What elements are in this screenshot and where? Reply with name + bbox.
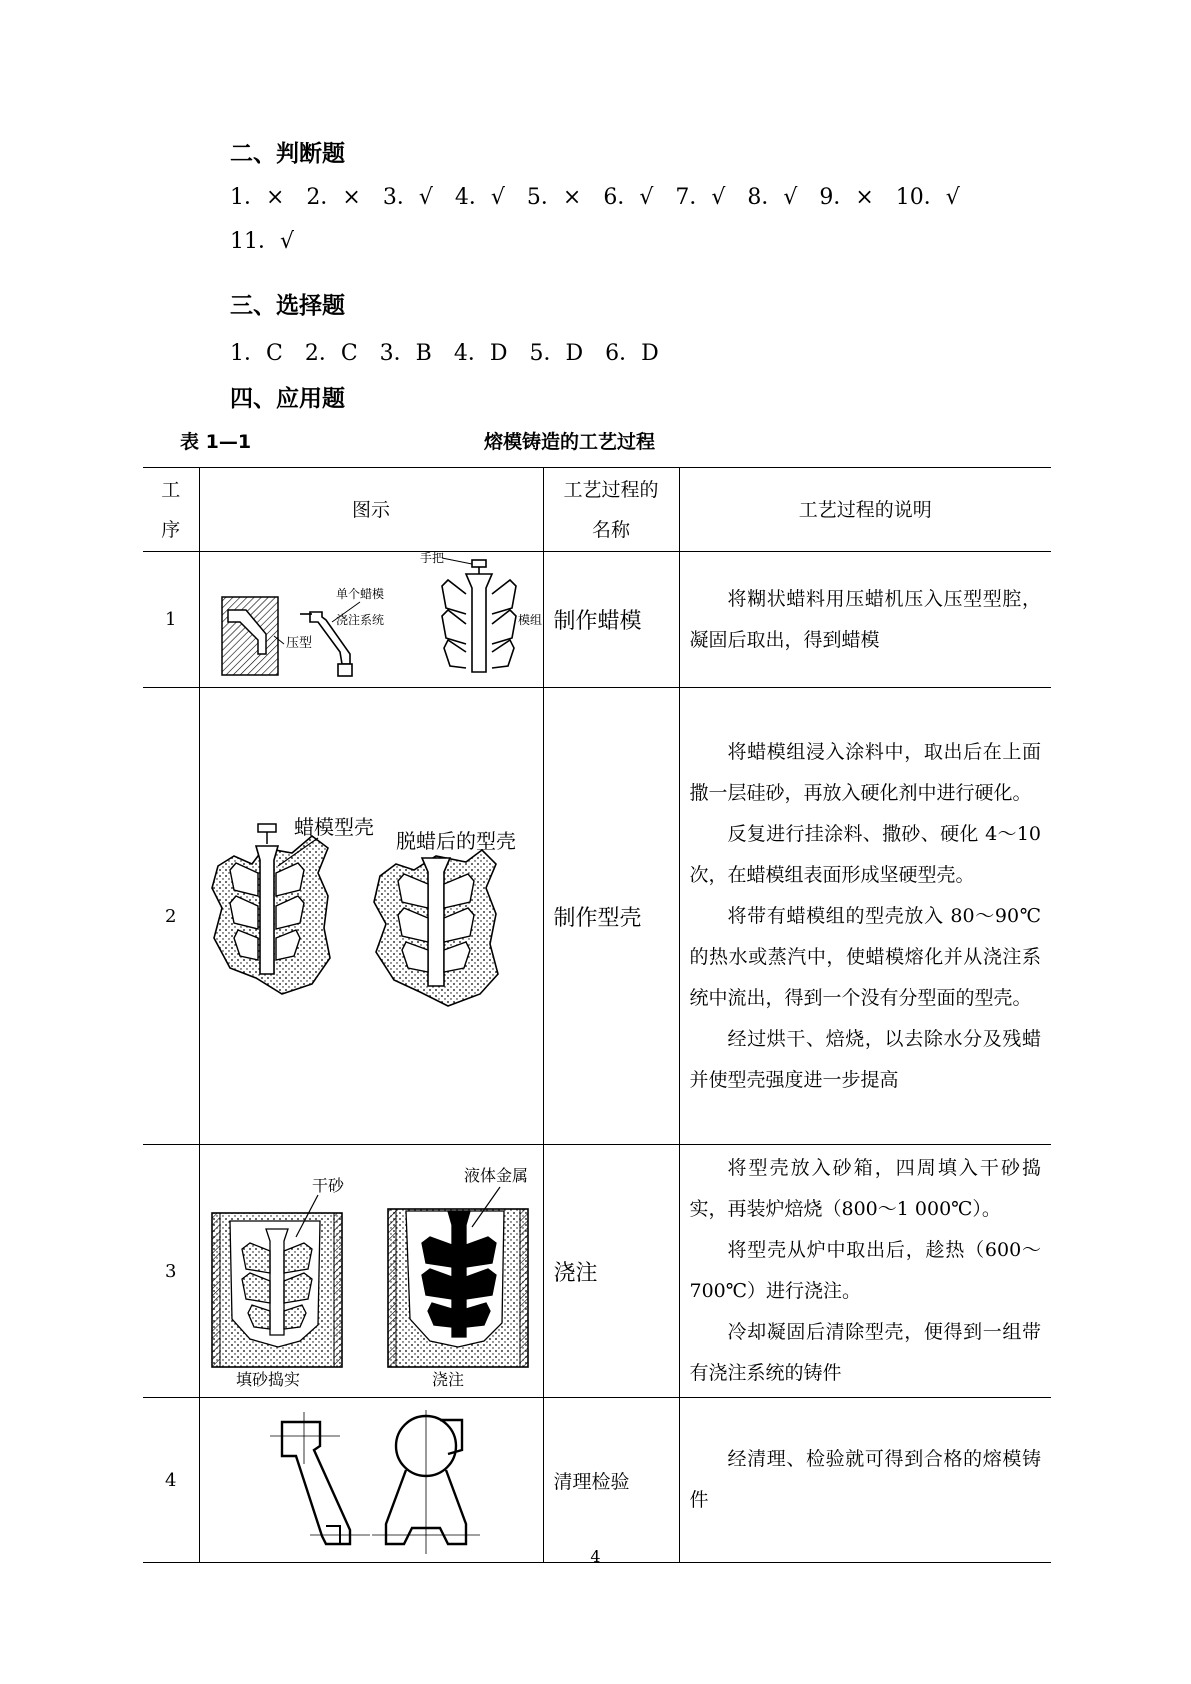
label-pour: 浇注 (431, 1370, 464, 1389)
row-4-desc (679, 1398, 1051, 1563)
row-4-name: 清理检验 (543, 1398, 679, 1563)
casting-lever-drawing (270, 1412, 370, 1544)
table-row (143, 552, 1051, 688)
header-desc: 工艺过程的说明 (679, 468, 1051, 552)
section-title-choice: 三、选择题 (230, 293, 345, 319)
casting-diagram (200, 1398, 544, 1558)
label-dry-sand: 干砂 (311, 1176, 344, 1195)
pour-drawing (388, 1209, 528, 1367)
row-1-desc (679, 552, 1051, 688)
die-drawing (222, 597, 278, 675)
judge-answers-line-1: 1．× 2．× 3．√ 4．√ 5．× 6．√ 7．√ 8．√ 9．× 10．√ (230, 185, 960, 210)
header-step-b: 序 (161, 518, 181, 541)
shell-diagram (200, 688, 544, 1140)
label-group: 模组 (517, 613, 542, 627)
label-handle: 手把 (419, 552, 444, 565)
label-gating: 浇注系统 (335, 613, 384, 627)
header-name (543, 468, 679, 552)
judge-answers-line-2: 11．√ (230, 229, 295, 254)
table-header-row (143, 468, 1051, 552)
row-2-desc-p4: 经过烘干、焙烧，以去除水分及残蜡并使型壳强度进一步提高 (689, 1027, 1041, 1091)
table-row (143, 1398, 1051, 1563)
wax-pattern-diagram (200, 552, 544, 683)
label-wax-shell: 蜡模型壳 (293, 815, 374, 839)
label-die: 压型 (285, 636, 312, 651)
casting-fork-drawing (372, 1410, 480, 1554)
row-3-figure (199, 1145, 543, 1398)
header-step-a: 工 (161, 478, 181, 501)
row-3-desc-p3: 冷却凝固后清除型壳，便得到一组带有浇注系统的铸件 (689, 1321, 1041, 1384)
section-title-judge: 二、判断题 (230, 141, 345, 167)
pattern-cluster-drawing (442, 560, 516, 672)
label-liquid-metal: 液体金属 (463, 1166, 528, 1185)
pouring-diagram (200, 1145, 544, 1393)
header-step (143, 468, 199, 552)
label-single: 单个蜡模 (335, 587, 384, 601)
table-title: 熔模铸造的工艺过程 (484, 431, 656, 453)
wax-shell-drawing (212, 824, 330, 994)
row-2-no: 2 (143, 688, 199, 1145)
row-2-desc (679, 688, 1051, 1145)
sand-fill-drawing (212, 1213, 342, 1367)
row-3-name: 浇注 (543, 1145, 679, 1398)
row-3-desc-p2: 将型壳从炉中取出后，趁热（600～700℃）进行浇注。 (689, 1239, 1041, 1302)
table-row (143, 1145, 1051, 1398)
choice-answers-line-1: 1．C 2．C 3．B 4．D 5．D 6．D (230, 341, 659, 366)
row-1-desc-p1: 将糊状蜡料用压蜡机压入压型型腔，凝固后取出，得到蜡模 (689, 587, 1041, 651)
row-3-no: 3 (143, 1145, 199, 1398)
process-table (143, 467, 1051, 1563)
row-1-no: 1 (143, 552, 199, 688)
row-2-figure (199, 688, 543, 1145)
table-label: 表 1—1 (180, 431, 252, 453)
row-3-desc (679, 1145, 1051, 1398)
row-2-name: 制作型壳 (543, 688, 679, 1145)
header-name-a: 工艺过程的 (563, 478, 659, 501)
header-figure: 图示 (199, 468, 543, 552)
row-4-no: 4 (143, 1398, 199, 1563)
section-title-apply: 四、应用题 (230, 386, 345, 412)
row-1-figure (199, 552, 543, 688)
dewaxed-shell-drawing (374, 850, 498, 1006)
row-4-desc-p1: 经清理、检验就可得到合格的熔模铸件 (689, 1448, 1041, 1511)
page-number: 4 (590, 1547, 601, 1566)
header-name-b: 名称 (591, 518, 630, 541)
row-3-desc-p1: 将型壳放入砂箱，四周填入干砂捣实，再装炉焙烧（800～1 000℃）。 (689, 1157, 1041, 1220)
row-1-name: 制作蜡模 (543, 552, 679, 688)
row-4-figure (199, 1398, 543, 1563)
row-2-desc-p3: 将带有蜡模组的型壳放入 80～90℃的热水或蒸汽中，使蜡模熔化并从浇注系统中流出，得到一个没有分型面的型壳。 (689, 904, 1041, 1009)
label-fill-sand: 填砂捣实 (235, 1370, 300, 1389)
row-2-desc-p2: 反复进行挂涂料、撒砂、硬化 4～10 次，在蜡模组表面形成坚硬型壳。 (689, 822, 1041, 886)
label-dewaxed-shell: 脱蜡后的型壳 (395, 829, 516, 853)
row-2-desc-p1: 将蜡模组浸入涂料中，取出后在上面撒一层硅砂，再放入硬化剂中进行硬化。 (689, 740, 1041, 804)
table-row (143, 688, 1051, 1145)
